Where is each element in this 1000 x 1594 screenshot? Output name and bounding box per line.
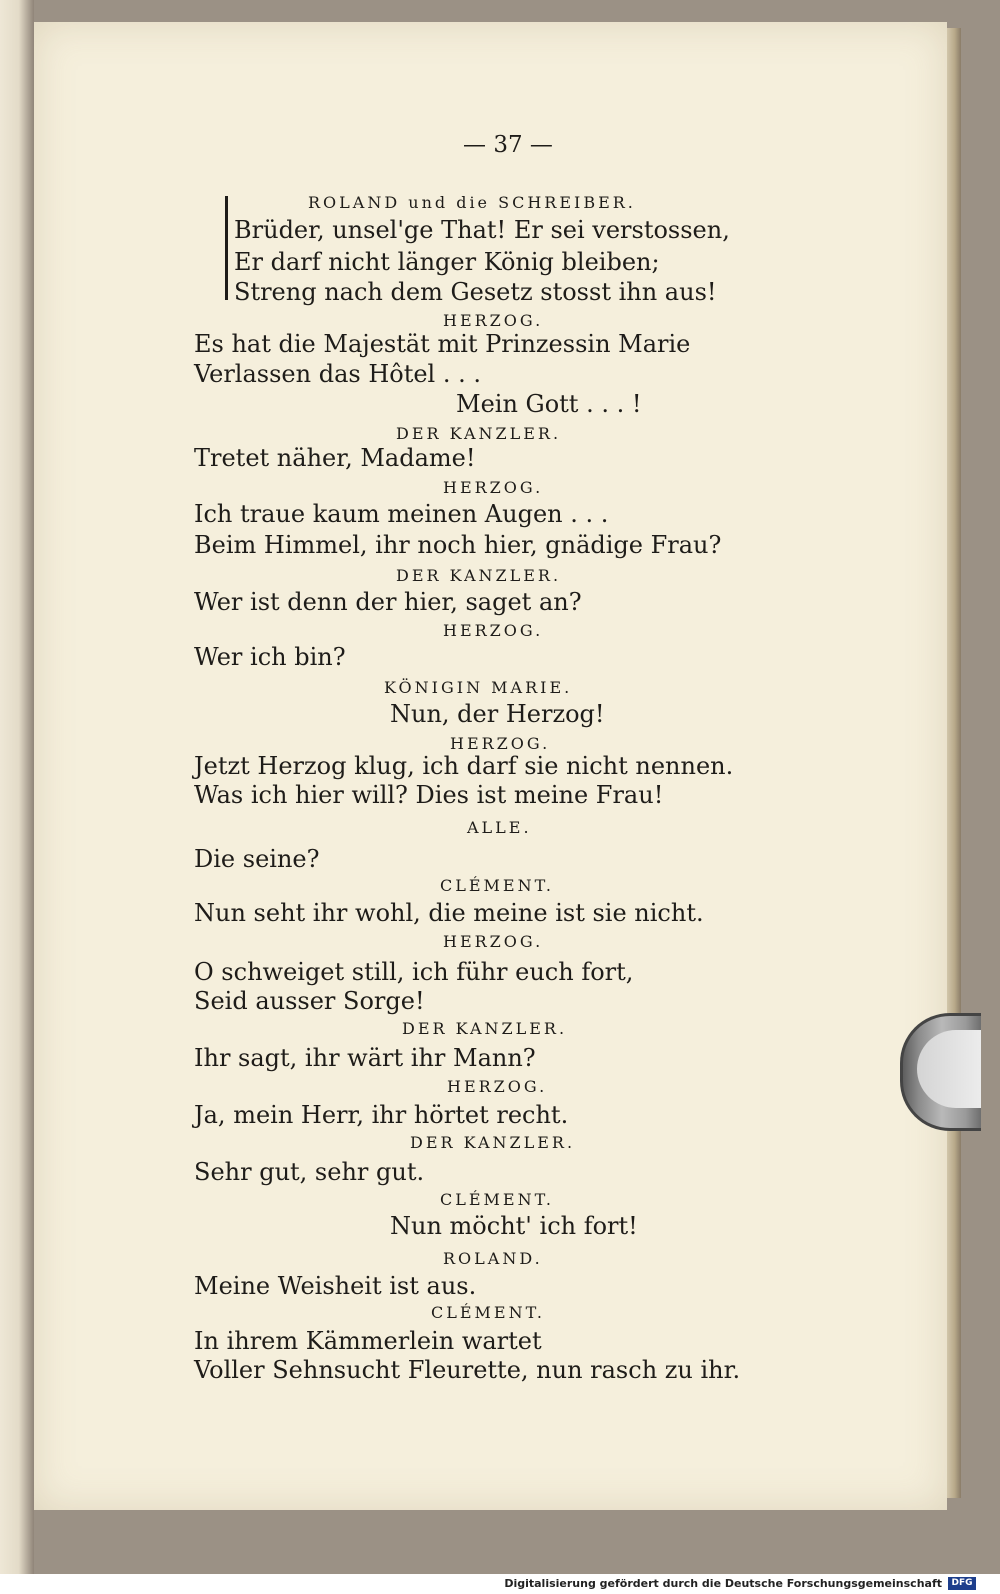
verse-line: Er darf nicht länger König bleiben; xyxy=(234,248,660,276)
speaker-line: DER KANZLER. xyxy=(410,1133,576,1152)
verse-line: Nun möcht' ich fort! xyxy=(390,1212,638,1240)
verse-line: Sehr gut, sehr gut. xyxy=(194,1158,425,1186)
funding-credit: Digitalisierung gefördert durch die Deutsche Forschungsgemeinschaft xyxy=(504,1577,942,1590)
verse-line: Beim Himmel, ihr noch hier, gnädige Frau? xyxy=(194,531,722,559)
speaker-line: HERZOG. xyxy=(443,932,544,951)
verse-line: Ja, mein Herr, ihr hörtet recht. xyxy=(194,1101,569,1129)
verse-line: Voller Sehnsucht Fleurette, nun rasch zu ihr. xyxy=(194,1356,741,1384)
verse-line: Tretet näher, Madame! xyxy=(194,444,476,472)
speaker-line: HERZOG. xyxy=(443,478,544,497)
speaker-line: HERZOG. xyxy=(443,621,544,640)
verse-line: Wer ich bin? xyxy=(194,643,346,671)
verse-line: Seid ausser Sorge! xyxy=(194,987,425,1015)
speaker-line: CLÉMENT. xyxy=(440,876,555,895)
footer-bar xyxy=(0,1574,1000,1594)
speaker-line: HERZOG. xyxy=(450,734,551,753)
verse-line: Ihr sagt, ihr wärt ihr Mann? xyxy=(194,1044,536,1072)
speaker-line: HERZOG. xyxy=(443,311,544,330)
verse-line: Was ich hier will? Dies ist meine Frau! xyxy=(194,781,664,809)
verse-line: Jetzt Herzog klug, ich darf sie nicht nennen. xyxy=(194,752,734,780)
speaker-line: KÖNIGIN MARIE. xyxy=(384,678,573,697)
speaker-line: CLÉMENT. xyxy=(431,1303,546,1322)
scan-left-edge xyxy=(0,0,34,1594)
verse-line: Die seine? xyxy=(194,845,320,873)
speaker-line: HERZOG. xyxy=(447,1077,548,1096)
dfg-logo-icon: DFG xyxy=(948,1577,976,1590)
speaker-line: CLÉMENT. xyxy=(440,1190,555,1209)
book-edge xyxy=(945,28,961,1498)
verse-line: Verlassen das Hôtel . . . xyxy=(194,360,482,388)
bookmark-clip xyxy=(900,1013,981,1131)
verse-line: In ihrem Kämmerlein wartet xyxy=(194,1327,542,1355)
speaker-line: ROLAND. xyxy=(443,1249,543,1268)
verse-line: O schweiget still, ich führ euch fort, xyxy=(194,958,634,986)
verse-line: Mein Gott . . . ! xyxy=(456,390,642,418)
verse-line: Meine Weisheit ist aus. xyxy=(194,1272,477,1300)
verse-line: Brüder, unsel'ge That! Er sei verstossen, xyxy=(234,216,730,244)
speaker-line: ALLE. xyxy=(467,818,532,837)
verse-line: Streng nach dem Gesetz stosst ihn aus! xyxy=(234,278,717,306)
speaker-line: DER KANZLER. xyxy=(396,424,562,443)
verse-line: Wer ist denn der hier, saget an? xyxy=(194,588,582,616)
verse-line: Ich traue kaum meinen Augen . . . xyxy=(194,500,609,528)
verse-line: Es hat die Majestät mit Prinzessin Marie xyxy=(194,330,691,358)
verse-line: Nun, der Herzog! xyxy=(390,700,605,728)
speaker-line: DER KANZLER. xyxy=(396,566,562,585)
speaker-line: ROLAND und die SCHREIBER. xyxy=(308,193,636,212)
verse-brace xyxy=(225,196,233,300)
verse-line: Nun seht ihr wohl, die meine ist sie nicht. xyxy=(194,899,704,927)
speaker-line: DER KANZLER. xyxy=(402,1019,568,1038)
page-number: — 37 — xyxy=(463,132,553,158)
